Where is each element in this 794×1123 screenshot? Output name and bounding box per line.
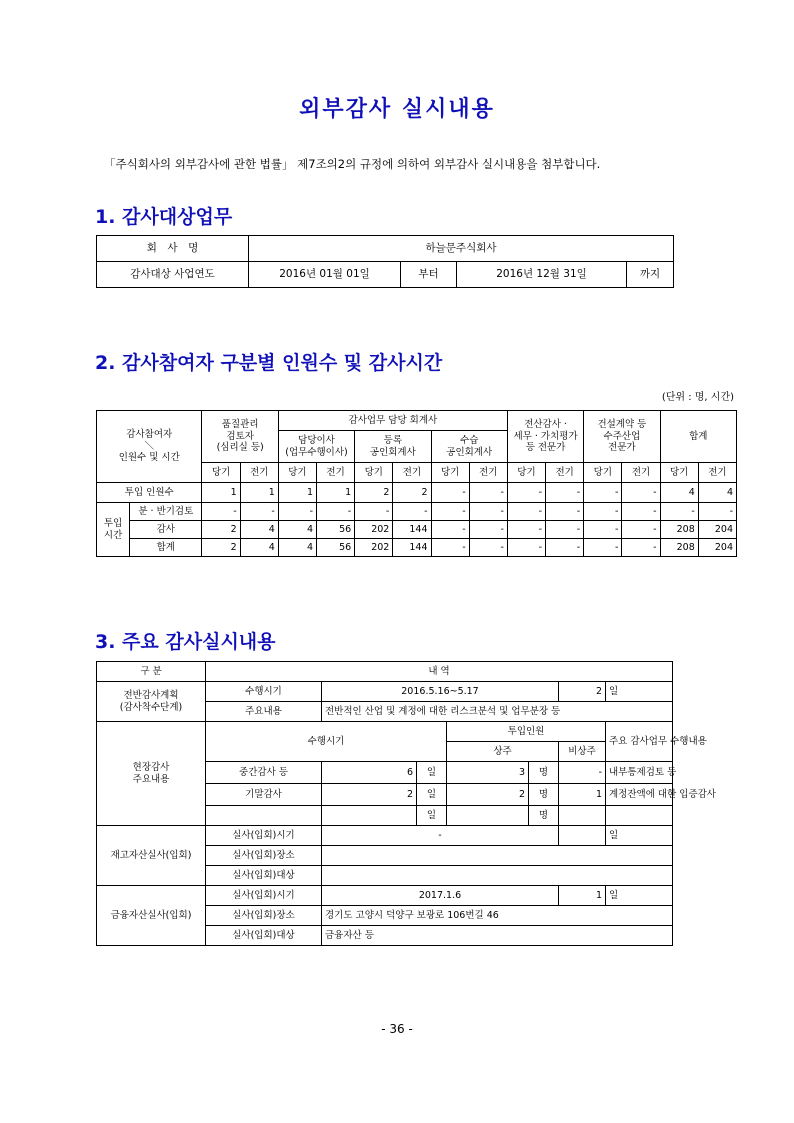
prev-label: 전기 [469, 463, 507, 483]
field-row: 일 명 [97, 806, 673, 826]
prev-label: 전기 [622, 463, 660, 483]
plan-time-label: 수행시기 [206, 682, 322, 702]
section1-heading: 1. 감사대상업무 [95, 206, 233, 228]
audit-details-table: 구 분 내 역 전반감사계획 (감사착수단계) 수행시기 2016.5.16~5.17 2 일 주요내용 전반적인 산업 및 계정에 대한 리스크분석 및 업무분장 등 현장감사 주요내용 수행시기 투입인원 주요 감사업무 수행내용 상주 비상주 중간감사 등 6 일 3 명 - 내부통제검토 등 기말감사 2 일 2 명 1 계정잔액에 대한 입증감사 일 명 재고자산실사(입회) 실사(입회)시기 - 일 실사(입회)장소 실사(입회)대상 금융자산실사(입회) 실사(입회)시기 2017.1.6 1 일 실사(입회)장소 경기도 고양시 덕양구 보광로 106번길 46 실사(입회)대상 금융자산 등 [96, 661, 673, 946]
cur-label: 당기 [278, 463, 316, 483]
plan-day-unit: 일 [606, 682, 673, 702]
financial-place-label: 실사(입회)장소 [206, 906, 322, 926]
cur-label: 당기 [660, 463, 698, 483]
cur-label: 당기 [507, 463, 545, 483]
intro-text: 「주식회사의 외부감사에 관한 법률」 제7조의2의 규정에 의하여 외부감사 실시내용을 첨부합니다. [104, 157, 601, 171]
inventory-target-value [322, 866, 673, 886]
cur-label: 당기 [202, 463, 240, 483]
review-label: 분 · 반기검토 [130, 503, 202, 521]
period-label: 감사대상 사업연도 [97, 262, 249, 288]
field-row: 기말감사 2 일 2 명 1 계정잔액에 대한 입증감사 [97, 784, 673, 806]
cpa-header: 감사업무 담당 회계사 [278, 411, 507, 431]
staffing-table [96, 410, 737, 557]
period-start: 2016년 01월 01일 [249, 262, 401, 288]
nonfulltime-header: 비상주 [559, 742, 606, 762]
type-header: 구 분 [97, 662, 206, 682]
inventory-place-value [322, 846, 673, 866]
field-time-header: 수행시기 [206, 722, 447, 762]
field-label: 현장감사 주요내용 [97, 722, 206, 826]
plan-time-value: 2016.5.16~5.17 [322, 682, 559, 702]
section3-heading: 3. 주요 감사실시내용 [95, 631, 276, 653]
period-from: 부터 [401, 262, 457, 288]
plan-days: 2 [559, 682, 606, 702]
audit-row: 감사 2 4 4 56 202 144 - - - - - - 208 204 [97, 521, 737, 539]
field-row: 중간감사 등 6 일 3 명 - 내부통제검토 등 [97, 762, 673, 784]
sum-row: 합계 2 4 4 56 202 144 - - - - - - 208 204 [97, 539, 737, 557]
financial-place-value: 경기도 고양시 덕양구 보광로 106번길 46 [322, 906, 673, 926]
page-number: - 36 - [381, 1022, 413, 1036]
field-task-header: 주요 감사업무 수행내용 [606, 722, 673, 762]
trainee-cpa-header: 수습 공인회계사 [431, 431, 507, 463]
plan-label: 전반감사계획 (감사착수단계) [97, 682, 206, 722]
inventory-days [559, 826, 606, 846]
prev-label: 전기 [698, 463, 736, 483]
company-label: 회 사 명 [97, 236, 249, 262]
field-staff-header: 투입인원 [447, 722, 606, 742]
unit-note: (단위 : 명, 시간) [661, 392, 734, 403]
audit-label: 감사 [130, 521, 202, 539]
cur-label: 당기 [431, 463, 469, 483]
period-to: 까지 [627, 262, 674, 288]
headcount-label: 투입 인원수 [97, 483, 202, 503]
plan-content-value: 전반적인 산업 및 계정에 대한 리스크분석 및 업무분장 등 [322, 702, 673, 722]
inventory-time-value: - [322, 826, 559, 846]
headcount-row: 투입 인원수 1 1 1 1 2 2 - - - - - - 4 4 [97, 483, 737, 503]
plan-content-label: 주요내용 [206, 702, 322, 722]
partner-header: 담당이사 (업무수행이사) [278, 431, 354, 463]
financial-target-value: 금융자산 등 [322, 926, 673, 946]
detail-header: 내 역 [206, 662, 673, 682]
financial-time-label: 실사(입회)시기 [206, 886, 322, 906]
corner-header: 감사참여자 ＼ 인원수 및 시간 [97, 411, 202, 483]
prev-label: 전기 [240, 463, 278, 483]
registered-cpa-header: 등록 공인회계사 [355, 431, 431, 463]
inventory-place-label: 실사(입회)장소 [206, 846, 322, 866]
financial-time-value: 2017.1.6 [322, 886, 559, 906]
it-header: 전산감사 · 세무 · 가치평가 등 전문가 [507, 411, 583, 463]
audit-target-table [96, 235, 674, 288]
review-row: 투입 시간 분 · 반기검토 - - - - - - - - - - - - - - [97, 503, 737, 521]
section2-heading: 2. 감사참여자 구분별 인원수 및 감사시간 [95, 352, 443, 374]
inventory-target-label: 실사(입회)대상 [206, 866, 322, 886]
qc-header: 품질관리 검토자 (심리실 등) [202, 411, 278, 463]
financial-target-label: 실사(입회)대상 [206, 926, 322, 946]
construction-header: 건설계약 등 수주산업 전문가 [584, 411, 660, 463]
fulltime-header: 상주 [447, 742, 559, 762]
prev-label: 전기 [393, 463, 431, 483]
inventory-label: 재고자산실사(입회) [97, 826, 206, 886]
sum-label: 합계 [130, 539, 202, 557]
inventory-time-label: 실사(입회)시기 [206, 826, 322, 846]
financial-days: 1 [559, 886, 606, 906]
cur-label: 당기 [584, 463, 622, 483]
company-value: 하늘문주식회사 [249, 236, 674, 262]
financial-label: 금융자산실사(입회) [97, 886, 206, 946]
total-header: 합계 [660, 411, 736, 463]
prev-label: 전기 [546, 463, 584, 483]
period-end: 2016년 12월 31일 [457, 262, 627, 288]
time-group-label: 투입 시간 [97, 503, 130, 557]
prev-label: 전기 [317, 463, 355, 483]
cur-label: 당기 [355, 463, 393, 483]
page-title: 외부감사 실시내용 [299, 97, 495, 122]
